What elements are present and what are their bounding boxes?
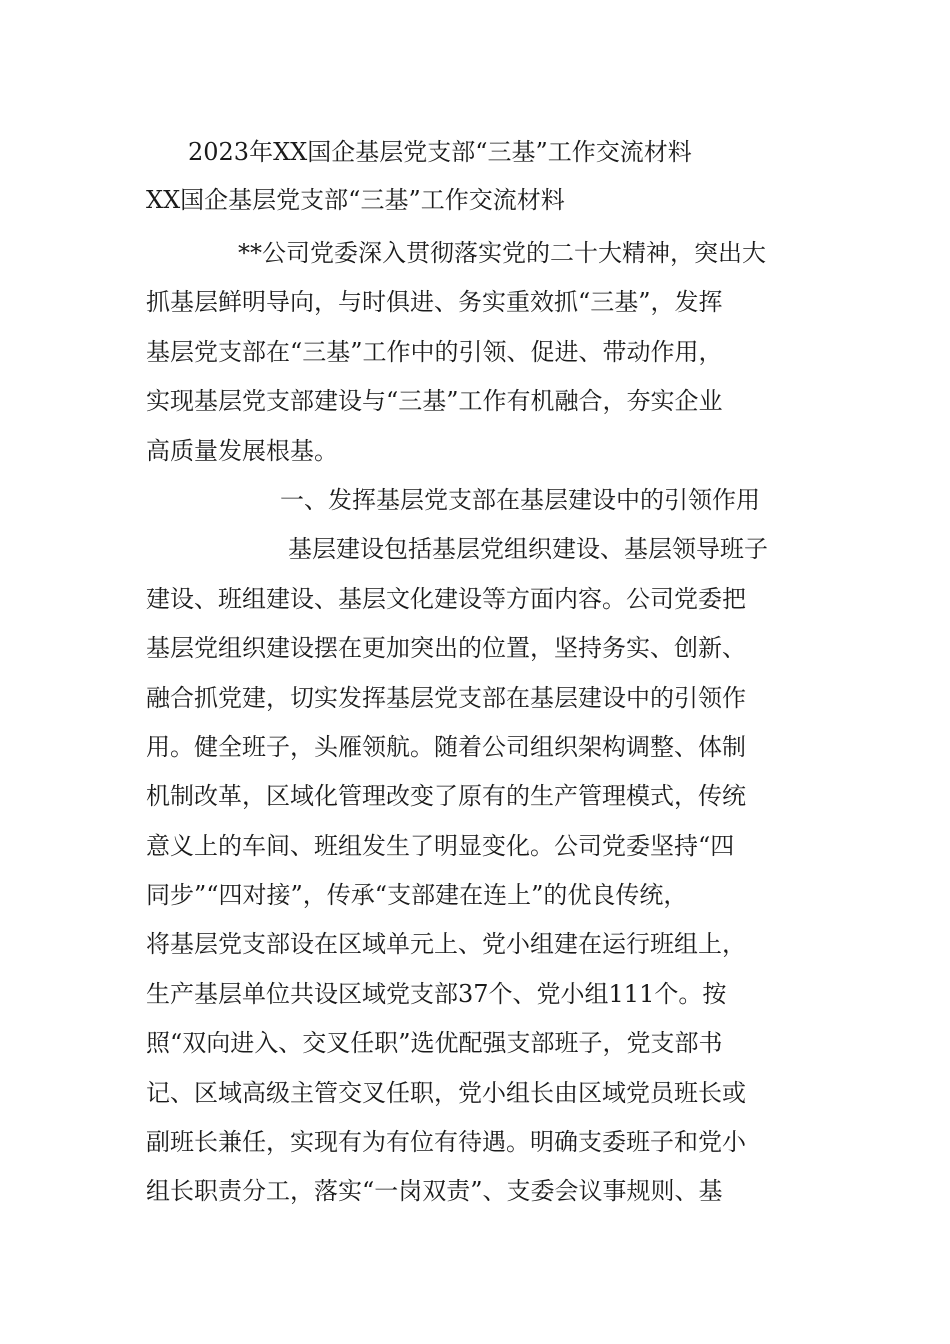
paragraph-line: 组长职责分工，落实“一岗双责”、支委会议事规则、基 [146, 1177, 723, 1206]
paragraph-section1 [146, 525, 806, 1216]
paragraph-line: 记、区域高级主管交叉任职，党小组长由区域党员班长或 [146, 1078, 746, 1107]
paragraph-line: 机制改革，区域化管理改变了原有的生产管理模式，传统 [146, 782, 746, 811]
paragraph-line: **公司党委深入贯彻落实党的二十大精神，突出大 [238, 239, 766, 267]
paragraph-line: 意义上的车间、班组发生了明显变化。公司党委坚持“四 [146, 831, 735, 860]
section-heading: 一、发挥基层党支部在基层建设中的引领作用 [280, 485, 760, 514]
paragraph-line: 用。健全班子，头雁领航。随着公司组织架构调整、体制 [146, 732, 746, 761]
paragraph-line: 同步”“四对接”，传承“支部建在连上”的优良传统， [146, 881, 688, 910]
paragraph-line: 融合抓党建，切实发挥基层党支部在基层建设中的引领作 [146, 683, 746, 712]
document-body [146, 128, 806, 1217]
paragraph-line: 基层党支部在“三基”工作中的引领、促进、带动作用， [146, 337, 723, 366]
paragraph-line: 生产基层单位共设区域党支部37个、党小组111个。按 [146, 979, 727, 1008]
paragraph-intro [146, 229, 806, 476]
paragraph-line: 基层党组织建设摆在更加突出的位置，坚持务实、创新、 [146, 634, 746, 663]
paragraph-line: 抓基层鲜明导向，与时俱进、务实重效抓“三基”，发挥 [146, 288, 723, 317]
document-title: 2023年XX国企基层党支部“三基”工作交流材料 [188, 138, 692, 166]
document-subtitle: XX国企基层党支部“三基”工作交流材料 [146, 186, 565, 214]
paragraph-line: 建设、班组建设、基层文化建设等方面内容。公司党委把 [146, 584, 746, 613]
paragraph-line: 基层建设包括基层党组织建设、基层领导班子 [288, 535, 768, 564]
paragraph-line: 副班长兼任，实现有为有位有待遇。明确支委班子和党小 [146, 1128, 746, 1157]
paragraph-line: 将基层党支部设在区域单元上、党小组建在运行班组上， [146, 930, 746, 959]
paragraph-line: 高质量发展根基。 [146, 436, 338, 465]
paragraph-line: 照“双向进入、交叉任职”选优配强支部班子，党支部书 [146, 1029, 723, 1058]
paragraph-line: 实现基层党支部建设与“三基”工作有机融合，夯实企业 [146, 387, 723, 416]
